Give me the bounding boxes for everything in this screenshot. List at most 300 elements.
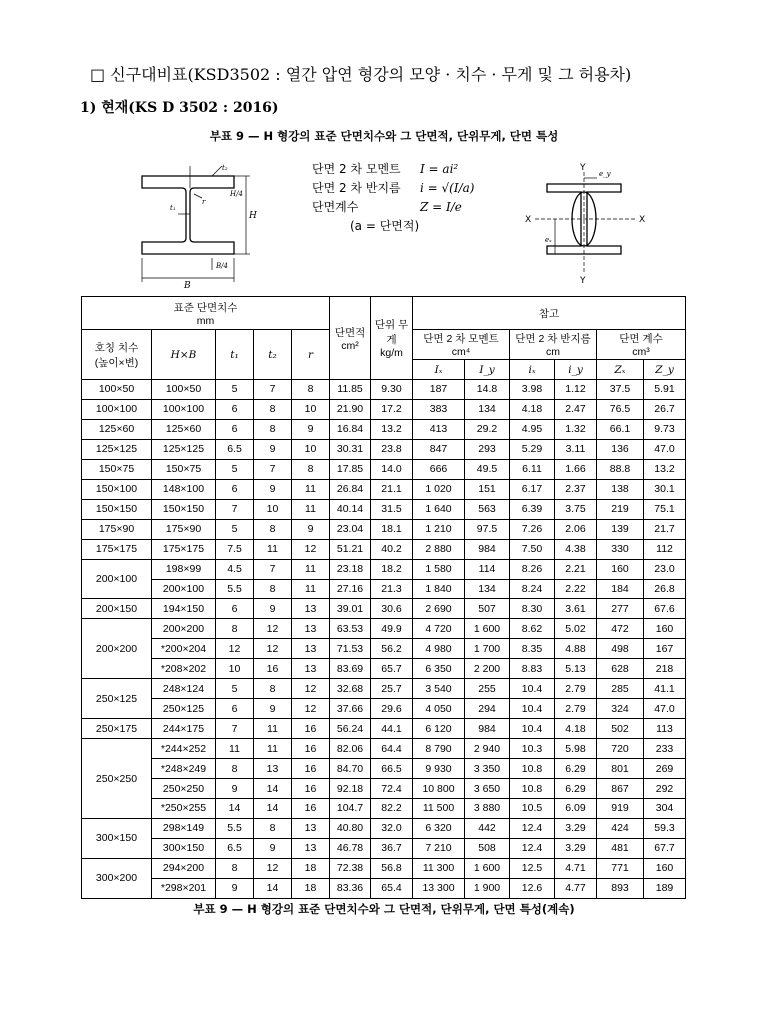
data-cell: 10.5: [510, 799, 555, 819]
data-cell: 11 500: [413, 799, 465, 819]
quarter-height-label: H/4: [230, 190, 243, 198]
data-cell: 2 690: [413, 599, 465, 619]
data-cell: 49.9: [371, 619, 413, 639]
header-nominal-sub: (높이×변): [94, 356, 139, 369]
data-cell: *248×249: [152, 759, 216, 779]
data-cell: 8: [216, 759, 254, 779]
data-cell: 36.7: [371, 838, 413, 858]
data-cell: 11: [292, 499, 330, 519]
data-cell: 5: [216, 459, 254, 479]
table-row: [82, 479, 686, 499]
data-cell: 248×124: [152, 679, 216, 699]
data-cell: 867: [597, 779, 644, 799]
data-cell: 218: [644, 659, 686, 679]
data-cell: 65.4: [371, 878, 413, 898]
table-row: [82, 499, 686, 519]
data-cell: 9: [216, 779, 254, 799]
data-cell: 10: [254, 499, 292, 519]
h-beam-spec-table: [81, 296, 686, 899]
data-cell: 23.8: [371, 439, 413, 459]
data-cell: 7: [254, 380, 292, 400]
data-cell: 14: [216, 799, 254, 819]
data-cell: 2 940: [465, 739, 510, 759]
table-row: [82, 858, 686, 878]
data-cell: 9.73: [644, 419, 686, 439]
data-cell: 5.13: [555, 659, 597, 679]
table-row: [82, 818, 686, 838]
data-cell: 2.79: [555, 679, 597, 699]
data-cell: 66.5: [371, 759, 413, 779]
data-cell: 63.53: [330, 619, 371, 639]
table-row: [82, 759, 686, 779]
quarter-width-label: B/4: [216, 262, 228, 270]
data-cell: 11 300: [413, 858, 465, 878]
data-cell: 6: [216, 399, 254, 419]
data-cell: 4.95: [510, 419, 555, 439]
data-cell: 75.1: [644, 499, 686, 519]
data-cell: 31.5: [371, 499, 413, 519]
data-cell: 114: [465, 559, 510, 579]
table-row: [82, 579, 686, 599]
data-cell: 175×90: [152, 519, 216, 539]
data-cell: 3.29: [555, 818, 597, 838]
formula-label: 단면계수: [312, 200, 359, 214]
header-std-dims-label: 표준 단면치수: [173, 301, 238, 314]
data-cell: 17.2: [371, 399, 413, 419]
data-cell: 2.37: [555, 479, 597, 499]
data-cell: 30.31: [330, 439, 371, 459]
data-cell: 17.85: [330, 459, 371, 479]
data-cell: 29.2: [465, 419, 510, 439]
data-cell: 67.6: [644, 599, 686, 619]
header-moment-unit: cm⁴: [451, 346, 471, 358]
data-cell: 92.18: [330, 779, 371, 799]
data-cell: 4.18: [555, 719, 597, 739]
data-cell: 502: [597, 719, 644, 739]
data-cell: 104.7: [330, 799, 371, 819]
data-cell: 16.84: [330, 419, 371, 439]
data-cell: 67.7: [644, 838, 686, 858]
data-cell: 984: [465, 719, 510, 739]
data-cell: 4.71: [555, 858, 597, 878]
data-cell: 4.38: [555, 539, 597, 559]
table-row: [82, 399, 686, 419]
table-row: [82, 878, 686, 898]
data-cell: 294: [465, 699, 510, 719]
data-cell: 3 350: [465, 759, 510, 779]
header-area: [330, 297, 371, 380]
data-cell: 5.91: [644, 380, 686, 400]
data-cell: 84.70: [330, 759, 371, 779]
height-label: H: [249, 211, 257, 221]
table-row: [82, 799, 686, 819]
data-cell: 8 790: [413, 739, 465, 759]
data-cell: 14.0: [371, 459, 413, 479]
data-cell: 136: [597, 439, 644, 459]
data-cell: 666: [413, 459, 465, 479]
data-cell: 9: [254, 599, 292, 619]
data-cell: 26.7: [644, 399, 686, 419]
data-cell: 6 120: [413, 719, 465, 739]
data-cell: 6.09: [555, 799, 597, 819]
section-subheading: 1) 현재(KS D 3502 : 2016): [80, 100, 279, 116]
data-cell: 8: [254, 399, 292, 419]
data-cell: 8: [254, 519, 292, 539]
data-cell: 9: [254, 439, 292, 459]
data-cell: 13: [292, 838, 330, 858]
data-cell: 65.7: [371, 659, 413, 679]
y-axis-label-bottom: Y: [580, 276, 586, 285]
web-thickness-label: t₁: [170, 204, 176, 212]
data-cell: 6.29: [555, 759, 597, 779]
data-cell: 8: [254, 419, 292, 439]
formula-expression: Z = I/e: [420, 200, 462, 214]
header-reference: 참고: [413, 297, 686, 330]
data-cell: 8.30: [510, 599, 555, 619]
data-cell: 11: [254, 539, 292, 559]
data-cell: 14.8: [465, 380, 510, 400]
data-cell: 41.1: [644, 679, 686, 699]
data-cell: 10.4: [510, 719, 555, 739]
data-cell: 64.4: [371, 739, 413, 759]
data-cell: 139: [597, 519, 644, 539]
data-cell: 83.36: [330, 878, 371, 898]
ey-label: e_y: [599, 170, 611, 178]
data-cell: 27.16: [330, 579, 371, 599]
data-cell: 4.18: [510, 399, 555, 419]
data-cell: *200×204: [152, 639, 216, 659]
data-cell: 285: [597, 679, 644, 699]
data-cell: 233: [644, 739, 686, 759]
header-area-unit: cm²: [341, 339, 359, 352]
nominal-size-cell: 250×125: [82, 679, 152, 719]
data-cell: 6.29: [555, 779, 597, 799]
data-cell: 14: [254, 799, 292, 819]
data-cell: 219: [597, 499, 644, 519]
header-unit-weight-label: 단위 무게: [374, 319, 409, 346]
x-axis-label-left: X: [525, 215, 532, 225]
formula-row: [312, 198, 474, 217]
data-cell: 250×125: [152, 699, 216, 719]
data-cell: 184: [597, 579, 644, 599]
data-cell: 113: [644, 719, 686, 739]
data-cell: 6.17: [510, 479, 555, 499]
data-cell: 97.5: [465, 519, 510, 539]
data-cell: 3.75: [555, 499, 597, 519]
data-cell: 160: [644, 858, 686, 878]
data-cell: 21.1: [371, 479, 413, 499]
data-cell: 82.2: [371, 799, 413, 819]
data-cell: 8: [254, 579, 292, 599]
data-cell: 293: [465, 439, 510, 459]
data-cell: 472: [597, 619, 644, 639]
data-cell: 628: [597, 659, 644, 679]
data-cell: 11.85: [330, 380, 371, 400]
header-moment: [413, 330, 510, 360]
table-body: [82, 380, 686, 899]
data-cell: 47.0: [644, 439, 686, 459]
data-cell: 72.38: [330, 858, 371, 878]
header-radius-label: 단면 2 차 반지름: [515, 333, 591, 345]
data-cell: 138: [597, 479, 644, 499]
data-cell: 82.06: [330, 739, 371, 759]
data-cell: 2 880: [413, 539, 465, 559]
data-cell: 83.69: [330, 659, 371, 679]
table-row: [82, 719, 686, 739]
data-cell: 39.01: [330, 599, 371, 619]
data-cell: 10.3: [510, 739, 555, 759]
data-cell: 18: [292, 858, 330, 878]
nominal-size-cell: 175×90: [82, 519, 152, 539]
data-cell: 5: [216, 519, 254, 539]
table-row: [82, 459, 686, 479]
data-cell: 6.39: [510, 499, 555, 519]
nominal-size-cell: 300×200: [82, 858, 152, 898]
data-cell: 160: [644, 619, 686, 639]
data-cell: 12.6: [510, 878, 555, 898]
data-cell: 9: [254, 838, 292, 858]
data-cell: 23.04: [330, 519, 371, 539]
h-beam-section-figure: [130, 158, 260, 290]
data-cell: 18.1: [371, 519, 413, 539]
data-cell: 9: [292, 519, 330, 539]
header-ry: i_y: [555, 360, 597, 380]
header-t2: t₂: [254, 330, 292, 380]
table-row: [82, 559, 686, 579]
data-cell: 44.1: [371, 719, 413, 739]
data-cell: 13: [292, 599, 330, 619]
header-modulus-label: 단면 계수: [619, 333, 663, 345]
data-cell: 12: [254, 858, 292, 878]
data-cell: 66.1: [597, 419, 644, 439]
data-cell: 3.29: [555, 838, 597, 858]
formula-expression: I = ai²: [420, 162, 459, 176]
data-cell: 198×99: [152, 559, 216, 579]
data-cell: 150×75: [152, 459, 216, 479]
data-cell: 2.06: [555, 519, 597, 539]
nominal-size-cell: 200×100: [82, 559, 152, 599]
formula-label: 단면 2 차 반지름: [312, 181, 401, 195]
data-cell: 3.61: [555, 599, 597, 619]
formula-expression: i = √(I/a): [420, 181, 475, 195]
data-cell: 2 200: [465, 659, 510, 679]
data-cell: 298×149: [152, 818, 216, 838]
data-cell: 2.21: [555, 559, 597, 579]
data-cell: 7.50: [510, 539, 555, 559]
data-cell: 1 840: [413, 579, 465, 599]
data-cell: 16: [292, 779, 330, 799]
data-cell: 6: [216, 699, 254, 719]
formula-row: [312, 160, 474, 179]
data-cell: 1 600: [465, 619, 510, 639]
data-cell: 507: [465, 599, 510, 619]
table-row: [82, 838, 686, 858]
data-cell: 8: [254, 679, 292, 699]
data-cell: 9: [254, 479, 292, 499]
data-cell: 49.5: [465, 459, 510, 479]
data-cell: 16: [292, 799, 330, 819]
data-cell: 5.02: [555, 619, 597, 639]
data-cell: 481: [597, 838, 644, 858]
data-cell: 10.8: [510, 779, 555, 799]
data-cell: 11: [254, 719, 292, 739]
data-cell: 10 800: [413, 779, 465, 799]
table-caption-continued: 부표 9 — H 형강의 표준 단면치수와 그 단면적, 단위무게, 단면 특성(계속): [193, 902, 575, 916]
data-cell: *298×201: [152, 878, 216, 898]
data-cell: 151: [465, 479, 510, 499]
formula-label: 단면 2 차 모멘트: [312, 162, 401, 176]
data-cell: 46.78: [330, 838, 371, 858]
header-row: [82, 297, 686, 330]
data-cell: 508: [465, 838, 510, 858]
nominal-size-cell: 100×100: [82, 399, 152, 419]
header-std-dims: [82, 297, 330, 330]
data-cell: 8.24: [510, 579, 555, 599]
data-cell: 26.8: [644, 579, 686, 599]
header-unit-weight-unit: kg/m: [380, 347, 403, 359]
header-modulus-unit: cm³: [632, 346, 650, 358]
header-ix: Iₓ: [413, 360, 465, 380]
data-cell: 771: [597, 858, 644, 878]
data-cell: 5.29: [510, 439, 555, 459]
data-cell: 11: [292, 559, 330, 579]
data-cell: *244×252: [152, 739, 216, 759]
data-cell: 300×150: [152, 838, 216, 858]
data-cell: 12: [292, 539, 330, 559]
data-cell: 8: [254, 818, 292, 838]
table-row: [82, 439, 686, 459]
nominal-size-cell: 150×150: [82, 499, 152, 519]
data-cell: 1 900: [465, 878, 510, 898]
data-cell: 12: [254, 619, 292, 639]
data-cell: 8: [292, 459, 330, 479]
data-cell: 59.3: [644, 818, 686, 838]
section-formulas: [312, 160, 474, 236]
data-cell: 125×60: [152, 419, 216, 439]
data-cell: 250×250: [152, 779, 216, 799]
data-cell: 4.77: [555, 878, 597, 898]
data-cell: 14: [254, 878, 292, 898]
data-cell: 5.5: [216, 818, 254, 838]
data-cell: 6.5: [216, 838, 254, 858]
data-cell: 12.4: [510, 818, 555, 838]
data-cell: 7: [216, 719, 254, 739]
data-cell: 13: [254, 759, 292, 779]
data-cell: 47.0: [644, 699, 686, 719]
data-cell: 51.21: [330, 539, 371, 559]
data-cell: 442: [465, 818, 510, 838]
data-cell: 3 540: [413, 679, 465, 699]
header-zy: Z_y: [644, 360, 686, 380]
data-cell: 1 580: [413, 559, 465, 579]
data-cell: 9: [292, 419, 330, 439]
y-axis-label-top: Y: [580, 163, 586, 173]
header-r: r: [292, 330, 330, 380]
nominal-size-cell: 200×150: [82, 599, 152, 619]
data-cell: 30.1: [644, 479, 686, 499]
data-cell: 6 350: [413, 659, 465, 679]
header-std-dims-unit: mm: [196, 314, 215, 327]
data-cell: 13 300: [413, 878, 465, 898]
data-cell: 294×200: [152, 858, 216, 878]
data-cell: 269: [644, 759, 686, 779]
header-modulus: [597, 330, 686, 360]
data-cell: 563: [465, 499, 510, 519]
nominal-size-cell: 100×50: [82, 380, 152, 400]
header-hxb: H×B: [152, 330, 216, 380]
data-cell: 6: [216, 479, 254, 499]
nominal-size-cell: 150×75: [82, 459, 152, 479]
nominal-size-cell: 125×125: [82, 439, 152, 459]
data-cell: 383: [413, 399, 465, 419]
data-cell: 7 210: [413, 838, 465, 858]
nominal-size-cell: 125×60: [82, 419, 152, 439]
header-moment-label: 단면 2 차 모멘트: [423, 333, 499, 345]
data-cell: 13.2: [644, 459, 686, 479]
table-row: [82, 739, 686, 759]
nominal-size-cell: 175×175: [82, 539, 152, 559]
data-cell: 13: [292, 818, 330, 838]
data-cell: 4.88: [555, 639, 597, 659]
data-cell: 18: [292, 878, 330, 898]
data-cell: 40.2: [371, 539, 413, 559]
data-cell: 9.30: [371, 380, 413, 400]
data-cell: 4.5: [216, 559, 254, 579]
data-cell: 21.3: [371, 579, 413, 599]
width-label: B: [184, 281, 191, 290]
data-cell: 14: [254, 779, 292, 799]
data-cell: 7.5: [216, 539, 254, 559]
data-cell: 304: [644, 799, 686, 819]
data-cell: 1 700: [465, 639, 510, 659]
data-cell: 12: [292, 699, 330, 719]
data-cell: 1 640: [413, 499, 465, 519]
data-cell: 30.6: [371, 599, 413, 619]
table-row: [82, 699, 686, 719]
data-cell: 134: [465, 579, 510, 599]
data-cell: 9: [216, 878, 254, 898]
data-cell: 11: [216, 739, 254, 759]
formula-row: [312, 179, 474, 198]
data-cell: 25.7: [371, 679, 413, 699]
header-iy: I_y: [465, 360, 510, 380]
data-cell: 4 050: [413, 699, 465, 719]
data-cell: 76.5: [597, 399, 644, 419]
data-cell: 88.8: [597, 459, 644, 479]
data-cell: 32.0: [371, 818, 413, 838]
data-cell: 11: [254, 739, 292, 759]
data-cell: 6.11: [510, 459, 555, 479]
header-unit-weight: [371, 297, 413, 380]
data-cell: 1 210: [413, 519, 465, 539]
document-heading: □ 신구대비표(KSD3502 : 열간 압연 형강의 모양 · 치수 · 무게 및 그 허용차): [90, 65, 632, 84]
data-cell: 56.2: [371, 639, 413, 659]
data-cell: 244×175: [152, 719, 216, 739]
data-cell: 2.79: [555, 699, 597, 719]
data-cell: 7.26: [510, 519, 555, 539]
data-cell: 801: [597, 759, 644, 779]
header-radius: [510, 330, 597, 360]
header-radius-unit: cm: [546, 346, 561, 358]
data-cell: 10: [292, 399, 330, 419]
table-row: [82, 419, 686, 439]
flange-thickness-label: t₂: [222, 164, 228, 172]
data-cell: 893: [597, 878, 644, 898]
data-cell: 1.32: [555, 419, 597, 439]
data-cell: 72.4: [371, 779, 413, 799]
data-cell: 919: [597, 799, 644, 819]
data-cell: 125×125: [152, 439, 216, 459]
